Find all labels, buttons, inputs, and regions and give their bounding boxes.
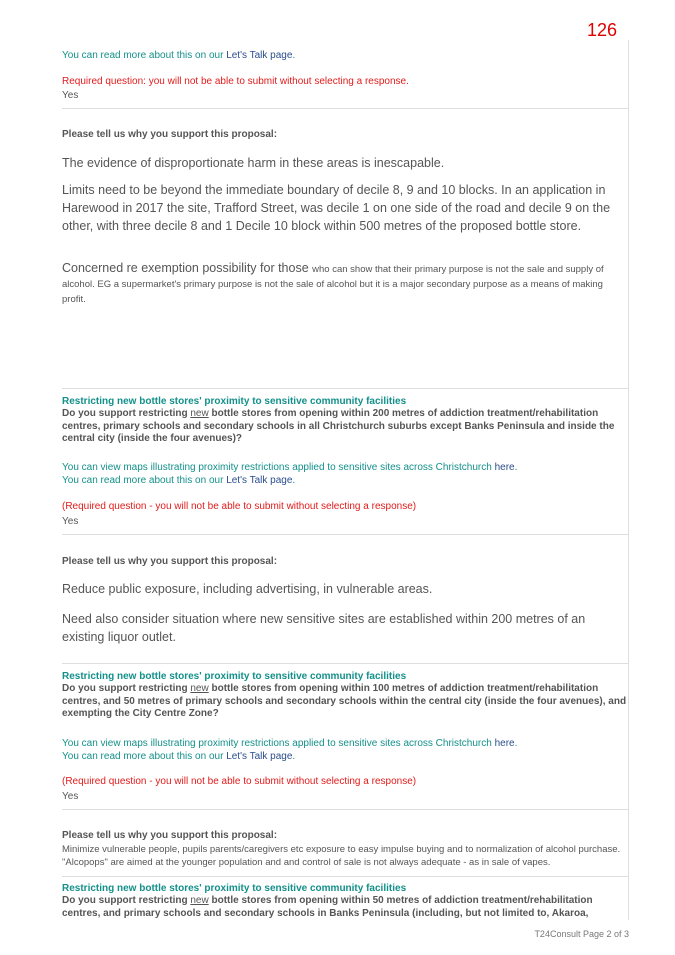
required-notice: (Required question - you will not be able to submit without selecting a response) — [62, 776, 417, 787]
maps-here-link[interactable]: here — [494, 738, 515, 749]
question-block — [62, 396, 628, 446]
question-text-start: Do you support restricting — [62, 683, 191, 694]
divider — [62, 876, 628, 877]
page-number: 126 — [586, 20, 617, 40]
question-text-start: Do you support restricting — [62, 408, 191, 419]
lets-talk-link[interactable]: Let's Talk page — [226, 475, 293, 486]
maps-line — [62, 737, 517, 750]
read-more-suffix: . — [292, 50, 296, 61]
divider — [62, 534, 628, 535]
lets-talk-link[interactable]: Let's Talk page — [226, 751, 293, 762]
question-text-end: bottle stores from opening within 200 metres of addiction treatment/rehabilitation centres, primary schools and secondary schools in all Christchurch suburbs except Banks Peninsula and inside the central city (inside the four avenues)? — [62, 408, 615, 444]
required-notice: (Required question - you will not be able to submit without selecting a response) — [62, 501, 417, 512]
required-notice: Required question: you will not be able to submit without selecting a response. — [62, 76, 409, 87]
divider — [62, 108, 628, 109]
question-text-start: Do you support restricting — [62, 895, 191, 906]
read-more-suffix: . — [292, 475, 296, 486]
page-footer: T24Consult Page 2 of 3 — [534, 929, 629, 939]
question-block — [62, 883, 628, 920]
question-text — [62, 408, 628, 446]
reason-text-small: who can show that their primary purpose is not the sale and supply of alcohol. EG a supermarket's primary purpose is not the sale of alcohol but it is a major secondary purpose as a means of making profit. — [62, 264, 604, 305]
maps-suffix: . — [514, 462, 518, 473]
reason-paragraph — [62, 261, 628, 307]
reason-label: Please tell us why you support this proposal: — [62, 129, 278, 140]
read-more-line — [62, 49, 295, 62]
reason-paragraph: The evidence of disproportionate harm in these areas is inescapable. — [62, 156, 445, 170]
question-new-word: new — [190, 408, 209, 419]
reason-paragraph: Minimize vulnerable people, pupils parents/caregivers etc exposure to easy impulse buying and to normalization of alcohol purchase. "Alcopops" are aimed at the younger population and and control of sale is not always adequate - as in sale of vapes. — [62, 844, 621, 868]
question-block — [62, 671, 628, 721]
question-new-word: new — [190, 895, 209, 906]
question-text-end: bottle stores from opening within 50 metres of addiction treatment/rehabilitation centres, and primary schools and secondary schools in Banks Peninsula (including, but not limited to, Akaroa, — [62, 895, 593, 919]
question-text — [62, 895, 628, 920]
question-new-word: new — [190, 683, 209, 694]
divider — [62, 809, 628, 810]
question-title: Restricting new bottle stores' proximity to sensitive community facilities — [62, 883, 407, 894]
maps-suffix: . — [514, 738, 518, 749]
reason-paragraph: Limits need to be beyond the immediate boundary of decile 8, 9 and 10 blocks. In an application in Harewood in 2017 the site, Trafford Street, was decile 1 on one side of the road and decile 9 on the other, with three decile 8 and 1 Decile 10 block within 500 metres of the proposed bottle store. — [62, 183, 611, 233]
lets-talk-link[interactable]: Let's Talk page — [226, 50, 293, 61]
maps-text: You can view maps illustrating proximity restrictions applied to sensitive sites across Christchurch — [62, 738, 495, 749]
maps-line — [62, 461, 517, 474]
read-more-text: You can read more about this on our — [62, 50, 227, 61]
maps-text: You can view maps illustrating proximity restrictions applied to sensitive sites across Christchurch — [62, 462, 495, 473]
divider — [62, 663, 628, 664]
answer-value: Yes — [62, 516, 79, 527]
form-content — [62, 40, 629, 920]
reason-text-large: Concerned re exemption possibility for those — [62, 261, 313, 275]
read-more-suffix: . — [292, 751, 296, 762]
reason-paragraph: Reduce public exposure, including advertising, in vulnerable areas. — [62, 582, 433, 596]
answer-value: Yes — [62, 791, 79, 802]
divider — [62, 388, 628, 389]
question-text-end: bottle stores from opening within 100 metres of addiction treatment/rehabilitation centres, and 50 metres of primary schools and secondary schools within the central city (inside the four avenues), and exempting the City Centre Zone? — [62, 683, 627, 719]
read-more-text: You can read more about this on our — [62, 475, 227, 486]
reason-label: Please tell us why you support this proposal: — [62, 830, 278, 841]
read-more-line — [62, 750, 295, 763]
read-more-text: You can read more about this on our — [62, 751, 227, 762]
answer-value: Yes — [62, 90, 79, 101]
read-more-line — [62, 474, 295, 487]
reason-paragraph: Need also consider situation where new sensitive sites are established within 200 metres of an existing liquor outlet. — [62, 612, 586, 644]
question-text — [62, 683, 628, 721]
question-title: Restricting new bottle stores' proximity to sensitive community facilities — [62, 671, 407, 682]
maps-here-link[interactable]: here — [494, 462, 515, 473]
reason-label: Please tell us why you support this proposal: — [62, 556, 278, 567]
question-title: Restricting new bottle stores' proximity to sensitive community facilities — [62, 396, 407, 407]
